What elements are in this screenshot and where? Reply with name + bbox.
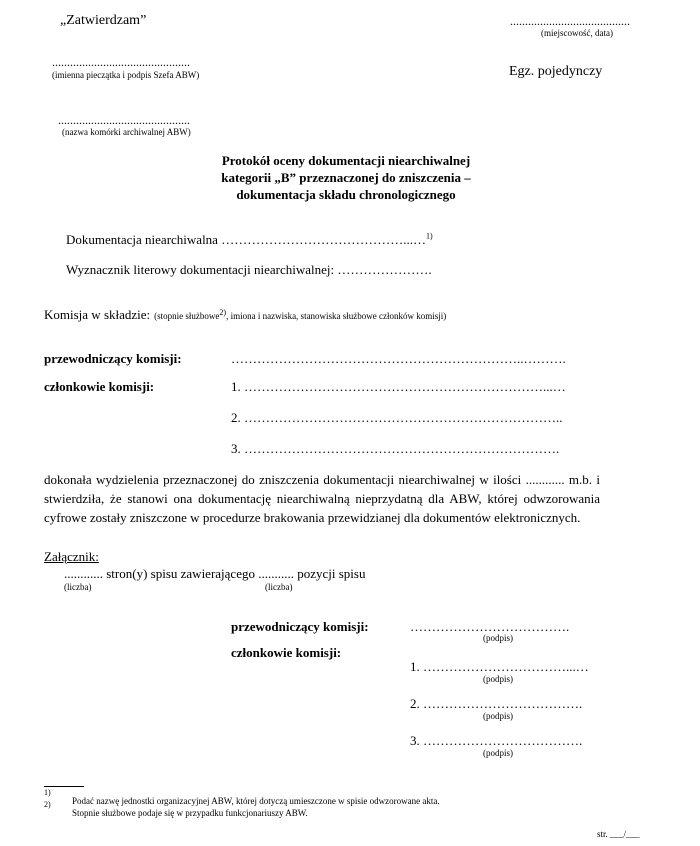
page-number: str. ___/___ [597,829,640,839]
footnote-separator [44,786,84,787]
attachment-label: Załącznik: [44,549,99,564]
commission-note: (stopnie służbowe$^{2)}$, imiona i nazwiska, stanowiska służbowe członków komisji) [154,308,447,321]
footnote-1-text: Podać nazwę jednostki organizacyjnej ABW, której dotyczą umieszczone w spisie odwzorowane akta. [72,796,440,806]
members-label: członkowie komisji: [44,379,155,394]
title-line-2: kategorii „B” przeznaczonej do zniszczenia – [221,170,471,185]
unit-caption: (nazwa komórki archiwalnej ABW) [62,127,191,137]
stamp-dots: .............................................. [52,55,190,69]
title-line-1: Protokół oceny dokumentacji niearchiwalnej [221,153,471,168]
footnote-1-num: 1) [44,788,51,797]
chair-dots: …………………………………………………………..………. [231,351,566,366]
footnote-ref-1: 1) [425,231,433,241]
sig-member-caption-2: (podpis) [483,711,513,721]
commission-line [44,306,446,324]
sig-chair-label: przewodniczący komisji: [231,619,369,634]
footnote-2-num: 2) [44,800,51,809]
chair-label: przewodniczący komisji: [44,351,182,366]
attachment-caption-1: (liczba) [64,582,92,592]
documentation-line [66,232,433,248]
place-date-dots: ........................................ [510,14,630,28]
attachment-line: ............ stron(y) spisu zawierającego ........... pozycji spisu [64,566,366,581]
attachment-caption-2: (liczba) [265,582,293,592]
approve-label: „Zatwierdzam” [60,13,147,28]
member-line-2: 2. ……………………………………………………………….. [231,410,563,425]
title-line-3: dokumentacja składu chronologicznego [236,187,456,202]
sig-member-caption-3: (podpis) [483,748,513,758]
member-line-1: 1. ……………………………………………………………...… [231,379,566,394]
sig-members-label: członkowie komisji: [231,645,342,660]
designator-line: Wyznacznik literowy dokumentacji niearchiwalnej: …………………. [66,262,432,277]
member-line-3: 3. ………………………………………………………………. [231,441,560,456]
sig-member-caption-1: (podpis) [483,674,513,684]
sig-chair-dots: ………………………………. [410,619,570,634]
sig-member-line-2: 2. ………………………………. [410,696,583,711]
document-title [0,152,692,203]
documentation-text: Dokumentacja niearchiwalna ……………………………………...… [66,232,426,247]
sig-chair-caption: (podpis) [483,633,513,643]
commission-label: Komisja w składzie: [44,307,151,322]
sig-member-line-1: 1. ……………………………...… [410,659,589,674]
footnote-2-text: Stopnie służbowe podaje się w przypadku funkcjonariuszy ABW. [72,808,308,818]
place-date-caption: (miejscowość, data) [541,28,613,38]
sig-member-line-3: 3. ………………………………. [410,733,583,748]
unit-dots: ............................................ [58,113,190,127]
body-paragraph: dokonała wydzielenia przeznaczonej do zniszczenia dokumentacji niearchiwalnej w ilości ............ m.b. i stwierdziła, że stanowi ona dokumentację niearchiwalną nieprzydatną dla ABW, której odwzorowania cyfrowe zostały zniszczone w procedurze brakowania przewidzianej dla dokumentów elektronicznych. [44,472,600,525]
stamp-caption: (imienna pieczątka i podpis Szefa ABW) [52,70,200,80]
copy-label: Egz. pojedynczy [509,64,603,79]
